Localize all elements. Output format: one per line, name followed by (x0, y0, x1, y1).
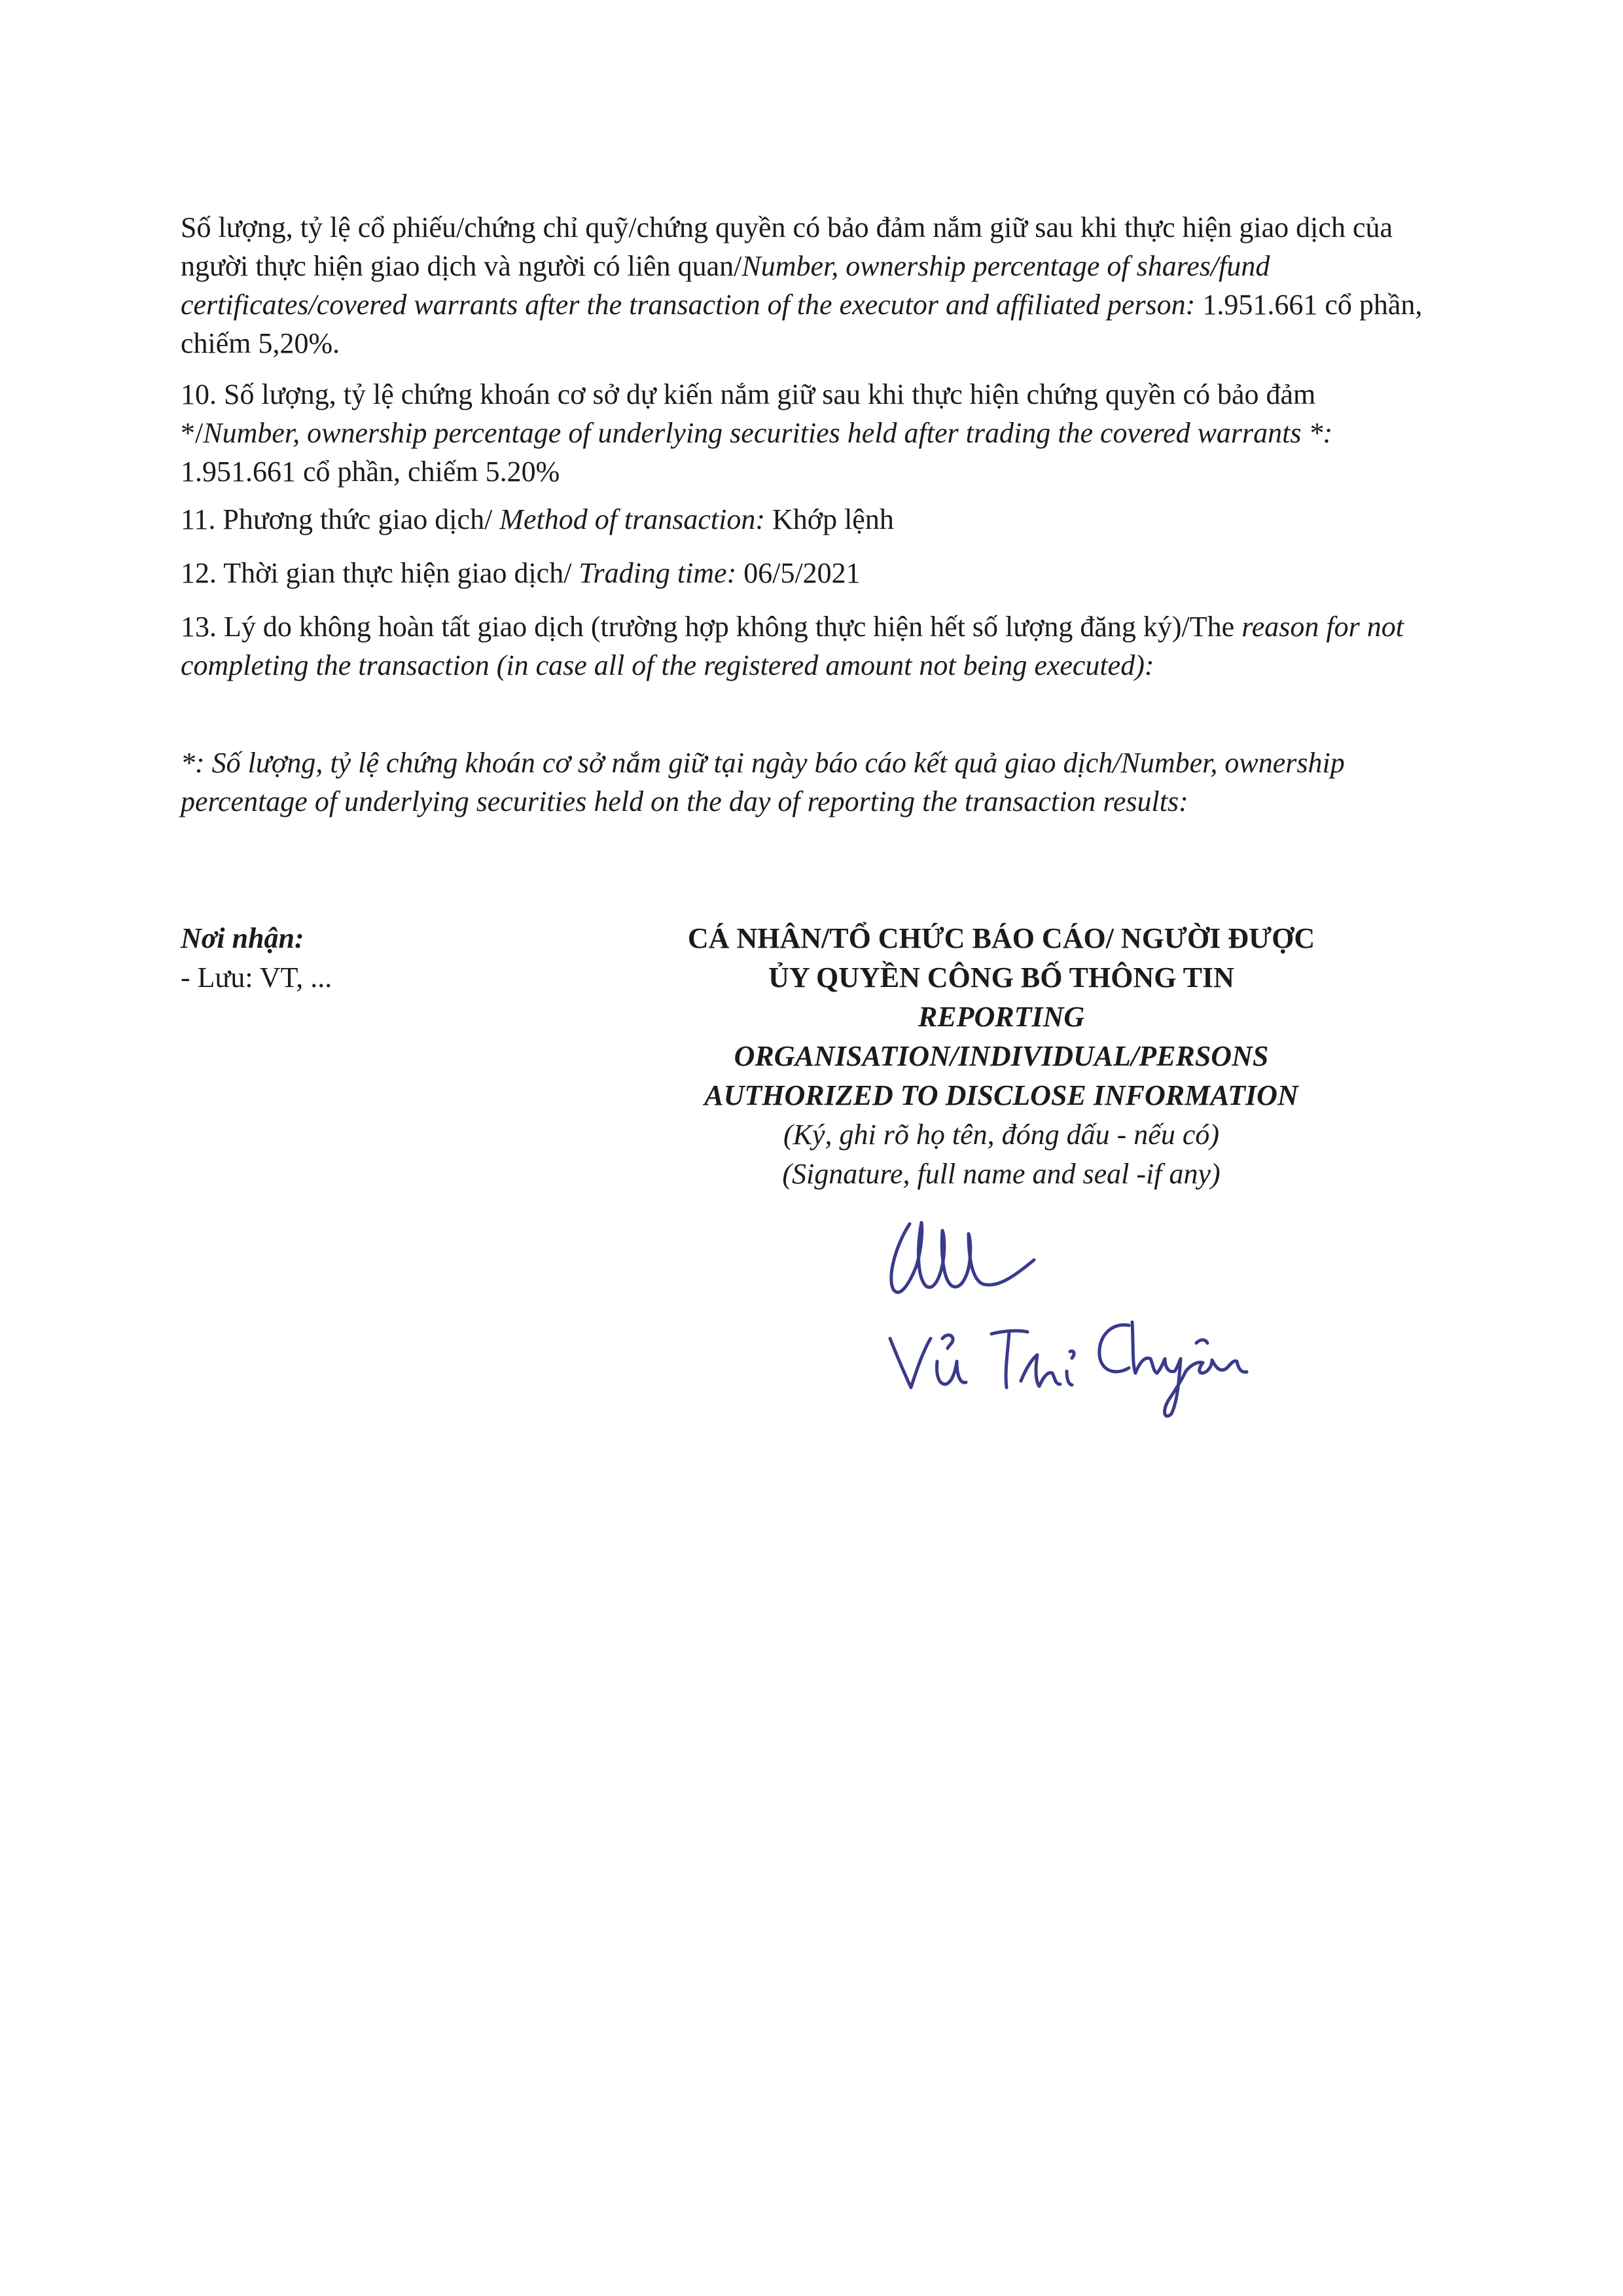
signature-heading-en-1: REPORTING (918, 1001, 1085, 1033)
item-11 (181, 500, 1431, 539)
item-10-en: Number, ownership percentage of underlying securities held after trading the covered warrants *: (203, 417, 1333, 449)
recipient-line: - Lưu: VT, ... (181, 961, 332, 994)
item-13 (181, 607, 1431, 685)
signature-block (589, 919, 1414, 1194)
signature-heading-en-3: AUTHORIZED TO DISCLOSE INFORMATION (704, 1079, 1298, 1111)
item-11-en: Method of transaction: (499, 503, 766, 535)
handwritten-signature (870, 1204, 1342, 1440)
item-12 (181, 554, 1431, 592)
signature-heading-en-2: ORGANISATION/INDIVIDUAL/PERSONS (734, 1040, 1269, 1072)
item-13-en: reason for not completing the transaction (in case all of the registered amount not being executed): (181, 611, 1404, 681)
paragraph-1-vi: Số lượng, tỷ lệ cổ phiếu/chứng chỉ quỹ/chứng quyền có bảo đảm nắm giữ sau khi thực hiện giao dịch của người thực hiện giao dịch và người có liên quan/ (181, 211, 1393, 282)
paragraph-1-en: Number, ownership percentage of shares/fund certificates/covered warrants after the transaction of the executor and affiliated person: (181, 250, 1270, 321)
item-10 (181, 375, 1431, 491)
item-10-value: 1.951.661 cổ phần, chiếm 5.20% (181, 456, 560, 488)
paragraph-1-value: 1.951.661 cổ phần, chiếm 5,20%. (181, 289, 1423, 359)
item-10-vi: 10. Số lượng, tỷ lệ chứng khoán cơ sở dự kiến nắm giữ sau khi thực hiện chứng quyền có bảo đảm */ (181, 378, 1316, 449)
item-12-value: 06/5/2021 (736, 557, 861, 589)
signature-instruction-vi: (Ký, ghi rõ họ tên, đóng dấu - nếu có) (783, 1119, 1219, 1151)
signature-instruction-en: (Signature, full name and seal -if any) (782, 1158, 1221, 1190)
signature-heading-vi-1: CÁ NHÂN/TỔ CHỨC BÁO CÁO/ NGƯỜI ĐƯỢC (687, 922, 1315, 954)
item-13-vi: 13. Lý do không hoàn tất giao dịch (trường hợp không thực hiện hết số lượng đăng ký)/The (181, 611, 1242, 643)
paragraph-shareholding-after (181, 208, 1431, 363)
item-11-vi: 11. Phương thức giao dịch/ (181, 503, 500, 535)
signature-heading-vi-2: ỦY QUYỀN CÔNG BỐ THÔNG TIN (768, 961, 1234, 994)
recipient-title: Nơi nhận: (181, 922, 304, 954)
item-12-vi: 12. Thời gian thực hiện giao dịch/ (181, 557, 579, 589)
item-11-value: Khớp lệnh (765, 503, 894, 535)
footnote: *: Số lượng, tỷ lệ chứng khoán cơ sở nắm giữ tại ngày báo cáo kết quả giao dịch/Number, ownership percentage of underlying securities held on the day of reporting the transaction results: (181, 747, 1345, 817)
item-12-en: Trading time: (579, 557, 737, 589)
recipient-block (181, 919, 332, 997)
